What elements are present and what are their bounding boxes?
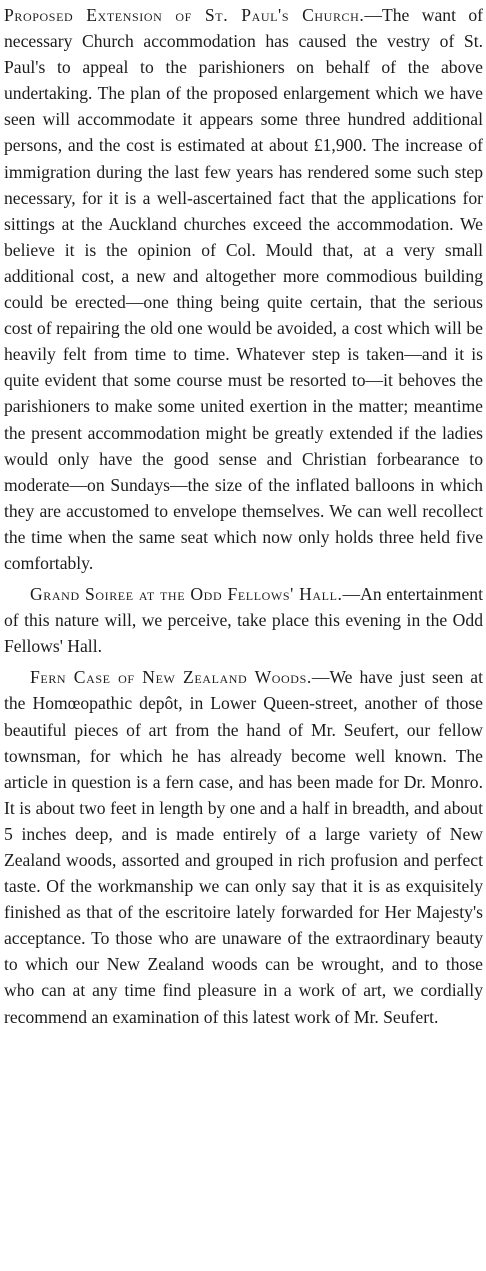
article-heading: Grand Soiree at the Odd Fellows' Hall.: [30, 584, 343, 605]
article-fern-case: [4, 664, 483, 1029]
article-heading: Proposed Extension of St. Paul's Church.: [4, 5, 365, 25]
article-body: —The want of necessary Church accommodation has caused the vestry of St. Paul's to appeal to the parishioners on behalf of the above undertaking. The plan of the proposed enlargement which we have seen will accommodate it appears some three hundred additional persons, and the cost is estimated at about £1,900. The increase of immigration during the last few years has rendered some such step necessary, for it is a well-ascertained fact that the applications for sittings at the Auckland churches exceed the accommodation. We believe it is the opinion of Col. Mould that, at a very small additional cost, a new and altogether more commodious building could be erected—one thing being quite certain, that the serious cost of repairing the old one would be avoided, a cost which will be heavily felt from time to time. Whatever step is taken—and it is quite evident that some course must be resorted to—it behoves the parishioners to make some united exertion in the matter; meantime the present accommodation might be greatly extended if the ladies would only have the good sense and Christian forbearance to moderate—on Sundays—the size of the inflated balloons in which they are accustomed to envelope themselves. We can well recollect the time when the same seat which now only holds three held five comfortably.: [4, 5, 483, 573]
article-heading: Fern Case of New Zealand Woods.: [30, 667, 312, 688]
article-body: —An entertainment of this nature will, we perceive, take place this evening in the Odd Fellows' Hall.: [4, 584, 483, 657]
article-body: —We have just seen at the Homœopathic depôt, in Lower Queen-street, another of those beautiful pieces of art from the hand of Mr. Seufert, our fellow townsman, for which he has already become well known. The article in question is a fern case, and has been made for Dr. Monro. It is about two feet in length by one and a half in breadth, and about 5 inches deep, and is made entirely of a large variety of New Zealand woods, assorted and grouped in rich profusion and perfect taste. Of the workmanship we can only say that it is as exquisitely finished as that of the escritoire lately forwarded for Her Majesty's acceptance. To those who are unaware of the extraordinary beauty to which our New Zealand woods can be wrought, and to those who can at any time find pleasure in a work of art, we cordially recommend an examination of this latest work of Mr. Seufert.: [4, 667, 483, 1027]
article-grand-soiree: [4, 581, 483, 659]
article-st-pauls-church: [4, 2, 483, 576]
